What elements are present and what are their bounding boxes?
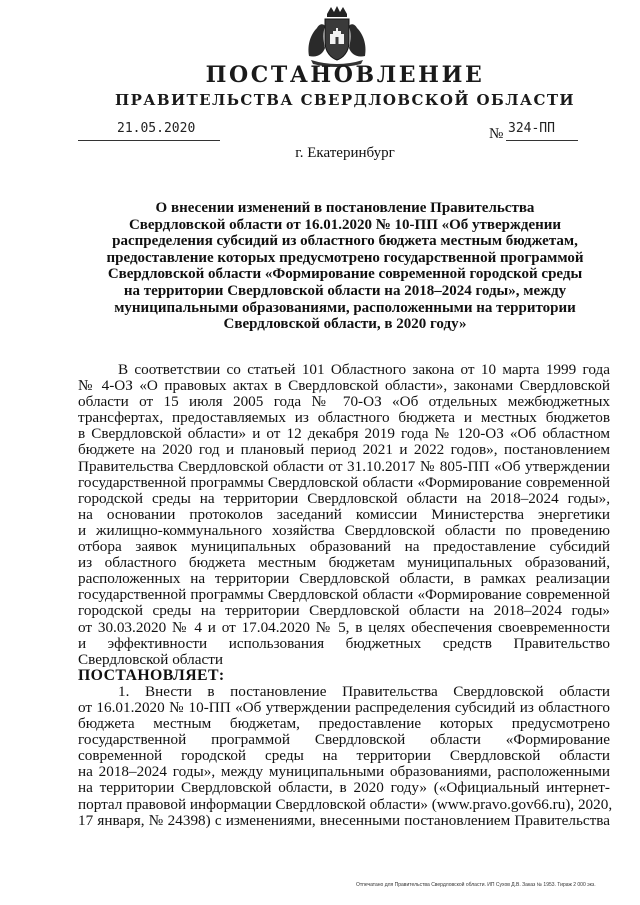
preamble-line: в Свердловской области» и от 12 декабря 2019 года № 120-ОЗ «Об областном xyxy=(78,425,610,443)
item-line: государственной программой Свердловской области «Формирование xyxy=(78,731,610,749)
item-line: от 16.01.2020 № 10-ПП «Об утверждении распределения субсидий из областного xyxy=(78,698,610,716)
preamble-line: от 30.03.2020 № 4 и от 17.04.2020 № 5, в целях обеспечения своевременности xyxy=(78,618,610,636)
resolution-heading xyxy=(90,200,600,333)
preamble-line: Правительства Свердловской области от 31.10.2017 № 805-ПП «Об утверждении xyxy=(78,457,610,475)
document-subtitle: ПРАВИТЕЛЬСТВА СВЕРДЛОВСКОЙ ОБЛАСТИ xyxy=(115,91,575,109)
item-line: портал правовой информации Свердловской области» (www.pravo.gov66.ru), 2020, xyxy=(78,795,613,813)
print-footer: Отпечатано для Правительства Свердловской области. ИП Сухов Д.В. Заказ № 1953. Тираж 2 000 экз. xyxy=(356,882,596,888)
heading-line: на территории Свердловской области на 2018–2024 годы», между xyxy=(123,282,567,299)
item-line: 17 января, № 24398) с изменениями, внесенными постановлением Правительства xyxy=(78,811,610,829)
number-sign: № xyxy=(489,126,504,142)
preamble-line: расположенных на территории Свердловской области, в рамках реализации xyxy=(78,570,610,588)
preamble-line: В соответствии со статьей 101 Областного закона от 10 марта 1999 года xyxy=(118,361,610,378)
heading-line: предоставление которых предусмотрено государственной программой xyxy=(106,249,584,266)
item-line: на территории Свердловской области, в 2020 году» («Официальный интернет- xyxy=(78,779,610,797)
preamble-line: области от 15 июля 2005 года № 70-ОЗ «Об отдельных межбюджетных xyxy=(78,393,610,411)
number-underline xyxy=(506,140,578,141)
coat-of-arms-icon xyxy=(301,4,373,68)
preamble-line: государственной программы Свердловской области «Формирование современной xyxy=(78,586,610,604)
preamble-line: бюджете на 2020 год и плановый период 2021 и 2022 годов», постановлением xyxy=(78,441,610,459)
date-underline xyxy=(78,140,220,141)
item-line: 1. Внести в постановление Правительства Свердловской области xyxy=(118,682,610,700)
preamble-line: отбора заявок муниципальных образований на предоставление субсидий xyxy=(78,538,610,556)
preamble-line: городской среды на территории Свердловской области на 2018–2024 годы» xyxy=(78,602,610,620)
heading-line: Свердловской области «Формирование современной городской среды xyxy=(107,266,583,283)
item-line: на 2018–2024 годы», между муниципальными образованиями, расположенными xyxy=(78,763,610,781)
preamble-line: и жилищно-коммунального хозяйства Свердловской области по проведению xyxy=(78,521,610,539)
heading-line: Свердловской области, в 2020 году» xyxy=(223,316,467,333)
resolve-word: ПОСТАНОВЛЯЕТ: xyxy=(78,666,225,684)
document-number: 324-ПП xyxy=(508,121,555,136)
preamble-line: № 4-ОЗ «О правовых актах в Свердловской области», законами Свердловской xyxy=(78,377,610,395)
preamble-line: Свердловской области xyxy=(78,650,223,668)
document-title: ПОСТАНОВЛЕНИЕ xyxy=(205,62,485,88)
heading-line: муниципальными образованиями, расположенными на территории xyxy=(114,299,576,316)
item-line: современной городской среды на территории Свердловской области xyxy=(78,747,610,765)
heading-line: О внесении изменений в постановление Правительства xyxy=(155,200,535,216)
document-body xyxy=(78,361,613,829)
preamble-line: трансфертах, предоставляемых из областного бюджета и местных бюджетов xyxy=(78,409,610,427)
preamble-line: государственной программы Свердловской области «Формирование современной xyxy=(78,473,610,491)
city-line: г. Екатеринбург xyxy=(295,145,395,161)
preamble-line: из областного бюджета местным бюджетам муниципальных образований, xyxy=(78,554,610,572)
heading-line: распределения субсидий из областного бюджета местным бюджетам, xyxy=(112,233,578,250)
heading-line: Свердловской области от 16.01.2020 № 10-ПП «Об утверждении xyxy=(128,216,562,233)
preamble-line: городской среды на территории Свердловской области на 2018–2024 годы», xyxy=(78,489,610,507)
document-date: 21.05.2020 xyxy=(117,121,196,136)
preamble-line: на основании протоколов заседаний комиссии Министерства энергетики xyxy=(78,505,610,523)
item-line: бюджета местным бюджетам, предоставление которых предусмотрено xyxy=(78,715,610,733)
preamble-line: и эффективности использования бюджетных средств Правительство xyxy=(78,634,610,652)
